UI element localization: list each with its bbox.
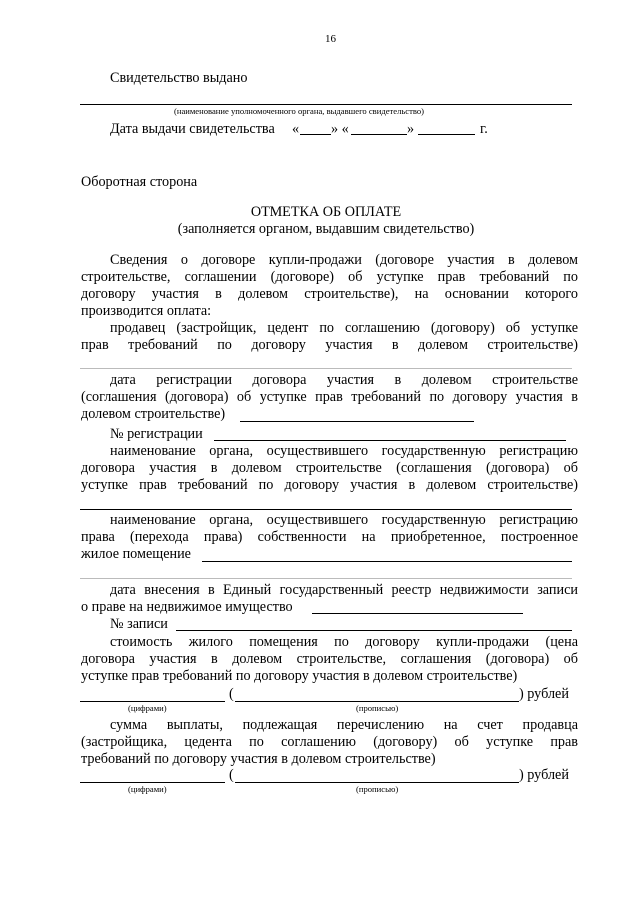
ownership-body-field[interactable] (202, 561, 572, 562)
registration-number-label: № регистрации (110, 426, 203, 442)
cert-issued-caption: (наименование уполномоченного органа, выдавшего свидетельство) (174, 106, 425, 116)
egrn-date-field[interactable] (312, 613, 523, 614)
housing-cost-label: стоимость жилого помещения по договору купли-продажи (цена (110, 634, 578, 650)
registration-body-field[interactable] (80, 509, 572, 510)
issue-year-field[interactable] (418, 134, 475, 135)
issue-month-field[interactable] (351, 134, 407, 135)
words-caption: (прописью) (356, 784, 399, 794)
housing-cost-words-field[interactable] (235, 701, 519, 702)
cert-issuer-line[interactable] (80, 104, 572, 105)
registration-date-label: дата регистрации договора участия в долевом строительстве (110, 372, 578, 388)
page-number: 16 (325, 33, 336, 45)
ownership-body-field-2[interactable] (80, 578, 572, 579)
record-number-field[interactable] (176, 630, 572, 631)
document-page: 16 Свидетельство выдано (наименование уполномоченного органа, выдавшего свидетельство) Дата выдачи свидетельства « » « » г. Оборотная сторона ОТМЕТКА ОБ ОПЛАТЕ (заполняется органом, выдавшим свидетельство) Сведения о договоре купли-продажи (договоре участия в долевом строительстве, соглашении (договоре) об уступке прав требований по договору участия в долевом строительстве), на основании которого производится оплата: продавец (застройщик, цедент по соглашению (договору) об уступке прав требований по договору участия в долевом строительстве) дата регистрации договора участия в долевом строительстве (соглашения (договора) об уступке прав требований по договору участия в долевом строительстве) № регистрации наименование органа, осуществившего государственную регистрацию договора участия в долевом строительстве (соглашения (договора) об уступке прав требований по договору участия в долевом строительстве) наименование органа, осуществившего государственную регистрацию права (перехода права) собственности на приобретенное, построенное жилое помещение дата внесения в Единый государственный реестр недвижимости записи о праве на недвижимое имущество № записи стоимость жилого помещения по договору купли-продажи (цена договора участия в долевом строительстве, соглашения (договора) об уступке прав требований по договору участия в долевом строительстве) ( ) рублей (цифрами) (прописью) сумма выплаты, подлежащая перечислению на счет продавца (застройщика, цедента по соглашению (договору) об уступке прав требований по договору участия в долевом строительстве) ( ) рублей (цифрами) (прописью) (81, 33, 578, 794)
cert-issued-label: Свидетельство выдано (110, 70, 248, 86)
registration-number-field[interactable] (214, 440, 566, 441)
section-subtitle: (заполняется органом, выдавшим свидетельство) (177, 221, 475, 237)
words-caption: (прописью) (356, 703, 399, 713)
issue-day-field[interactable] (300, 134, 331, 135)
payment-words-field[interactable] (235, 782, 519, 783)
record-number-label: № записи (110, 616, 168, 632)
reverse-side-label: Оборотная сторона (81, 174, 198, 190)
registration-date-field[interactable] (240, 421, 474, 422)
payment-digits-field[interactable] (80, 782, 225, 783)
digits-caption: (цифрами) (128, 784, 167, 794)
seller-label: продавец (застройщик, цедент по соглашению (договору) об уступке (110, 320, 578, 336)
ownership-body-label: наименование органа, осуществившего государственную регистрацию (110, 512, 578, 528)
payment-amount-label: сумма выплаты, подлежащая перечислению на счет продавца (110, 717, 578, 733)
seller-field[interactable] (80, 368, 572, 369)
digits-caption: (цифрами) (128, 703, 167, 713)
issue-date-label: Дата выдачи свидетельства (110, 121, 275, 137)
housing-cost-digits-field[interactable] (80, 701, 225, 702)
section-title: ОТМЕТКА ОБ ОПЛАТЕ (250, 204, 402, 220)
registration-body-label: наименование органа, осуществившего государственную регистрацию (110, 443, 578, 459)
egrn-date-label: дата внесения в Единый государственный реестр недвижимости записи (110, 582, 578, 598)
